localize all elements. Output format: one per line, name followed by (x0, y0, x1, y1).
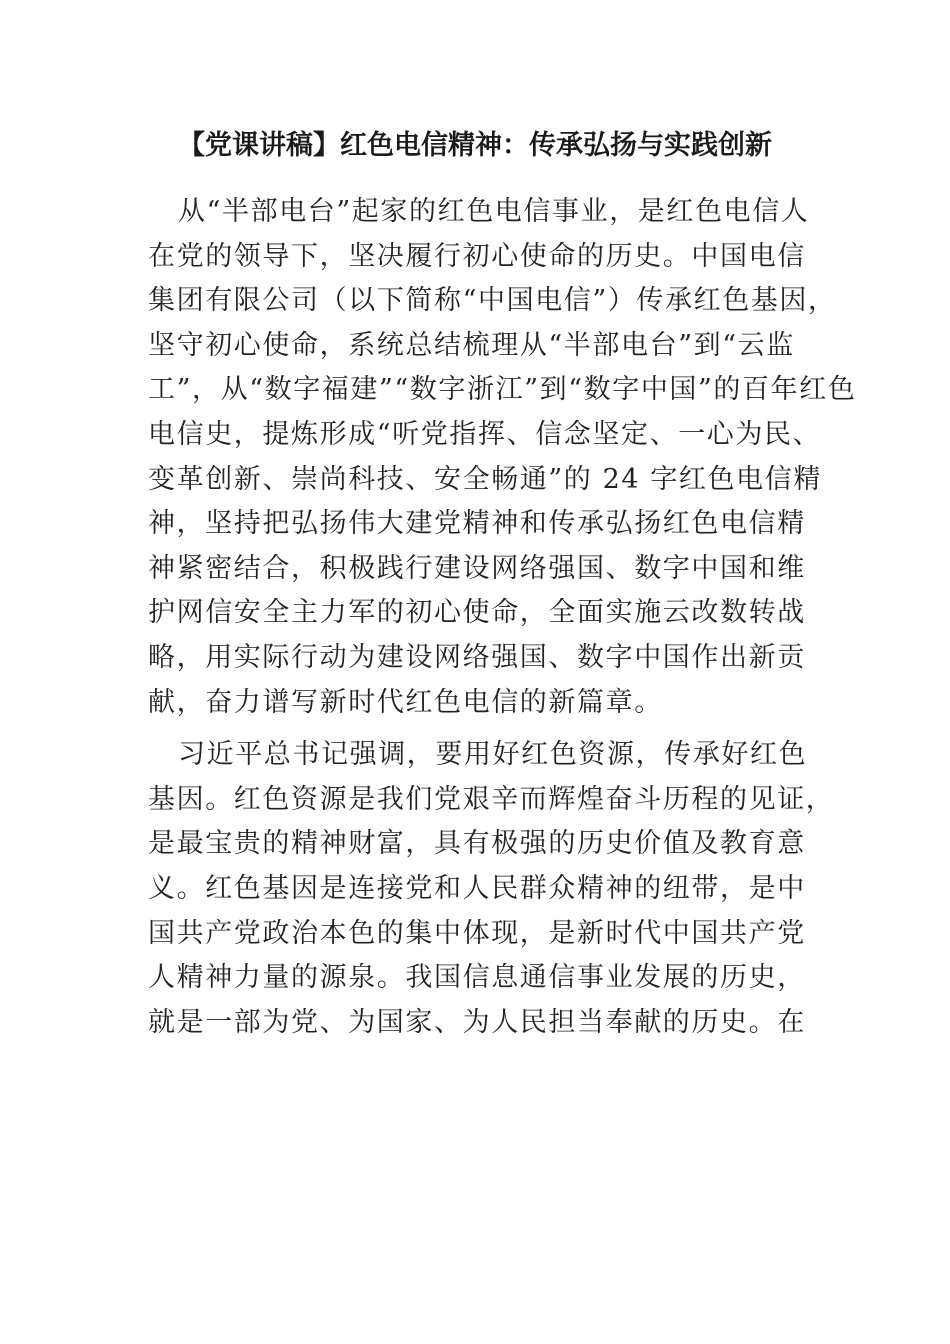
text-line: 工”，从“数字福建”“数字浙江”到“数字中国”的百年红色 (148, 374, 857, 406)
document-title: 【党课讲稿】红色电信精神：传承弘扬与实践创新 (178, 130, 772, 161)
text-line: 从“半部电台”起家的红色电信事业，是红色电信人 (178, 196, 810, 227)
paragraph-1 (148, 190, 857, 725)
text-line: 在党的领导下，坚决履行初心使命的历史。中国电信 (148, 240, 806, 272)
text-line: 义。红色基因是连接党和人民群众精神的纽带，是中 (148, 872, 806, 904)
text-line: 习近平总书记强调，要用好红色资源，传承好红色 (178, 739, 808, 771)
text-line: 就是一部为党、为国家、为人民担当奉献的历史。在 (148, 1006, 806, 1038)
text-line: 神紧密结合，积极践行建设网络强国、数字中国和维 (148, 552, 806, 584)
text-line: 是最宝贵的精神财富，具有极强的历史价值及教育意 (148, 828, 806, 860)
document-body (148, 190, 857, 1053)
text-line: 护网信安全主力军的初心使命，全面实施云改数转战 (148, 597, 806, 629)
text-line: 坚守初心使命，系统总结梳理从“半部电台”到“云监 (148, 329, 795, 361)
text-line: 变革创新、崇尚科技、安全畅通”的 24 字红色电信精 (148, 463, 822, 495)
text-line: 集团有限公司（以下简称“中国电信”）传承红色基因， (148, 285, 837, 317)
text-line: 基因。红色资源是我们党艰辛而辉煌奋斗历程的见证， (148, 783, 835, 815)
paragraph-2 (148, 733, 835, 1045)
text-line: 电信史，提炼形成“听党指挥、信念坚定、一心为民、 (148, 418, 822, 450)
text-line: 国共产党政治本色的集中体现，是新时代中国共产党 (148, 917, 806, 949)
text-line: 神，坚持把弘扬伟大建党精神和传承弘扬红色电信精 (148, 508, 806, 540)
text-line: 人精神力量的源泉。我国信息通信事业发展的历史， (148, 962, 806, 994)
text-line: 略，用实际行动为建设网络强国、数字中国作出新贡 (148, 641, 806, 673)
text-line: 献，奋力谱写新时代红色电信的新篇章。 (148, 686, 663, 718)
